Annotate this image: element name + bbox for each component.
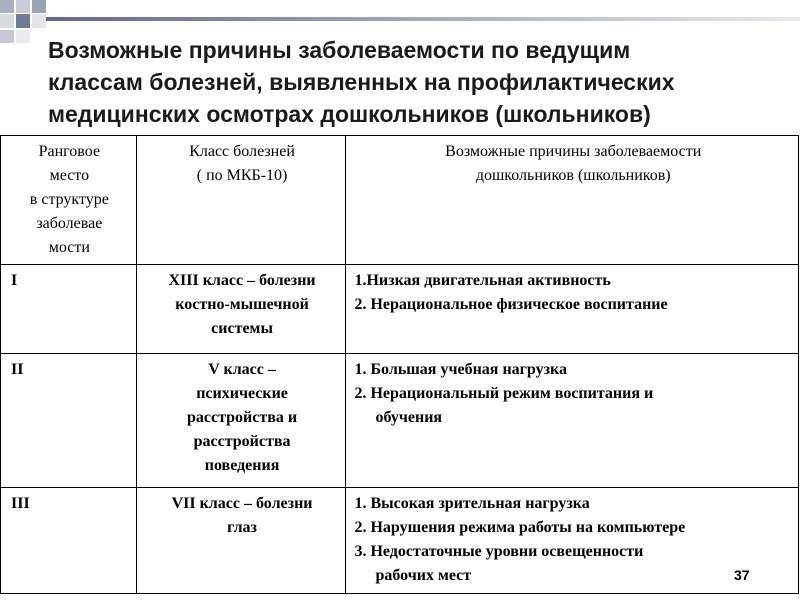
causes-table	[0, 135, 799, 594]
cell-text: глаз	[227, 519, 257, 536]
cell-text: психические	[196, 385, 288, 402]
cell-text: поведения	[204, 457, 280, 474]
header-text: в структуре	[29, 191, 109, 208]
causes-cell	[346, 354, 799, 488]
disease-class-cell	[136, 265, 346, 354]
cell-text: расстройства	[193, 433, 291, 450]
cell-text: системы	[211, 320, 273, 337]
disease-class-cell	[136, 488, 346, 594]
causes-cell	[346, 488, 799, 594]
cause-item: 2. Нерациональный режим воспитания и	[354, 385, 654, 402]
rank-cell: III	[1, 488, 137, 594]
page-number: 37	[734, 567, 750, 583]
decor-square	[32, 14, 46, 28]
header-text: Ранговое	[38, 143, 101, 160]
slide-title	[48, 34, 788, 130]
causes-cell	[346, 265, 799, 354]
decor-square	[0, 0, 14, 13]
cell-text: V класс –	[208, 361, 276, 378]
title-line: Возможные причины заболеваемости по ведущим	[48, 37, 631, 63]
top-gradient-bar	[46, 17, 800, 21]
cause-item: обучения	[375, 409, 443, 426]
header-text: дошкольников (школьников)	[475, 167, 671, 184]
cause-item: 2. Нерациональное физическое воспитание	[354, 296, 668, 313]
disease-class-cell	[136, 354, 346, 488]
decor-square	[0, 14, 14, 28]
cell-text: VII класс – болезни	[171, 495, 313, 512]
cause-item: 1. Большая учебная нагрузка	[354, 361, 568, 378]
decor-square	[0, 30, 14, 43]
rank-cell: II	[1, 354, 137, 488]
rank-cell: I	[1, 265, 137, 354]
header-disease-class	[136, 136, 346, 265]
cell-text: расстройства и	[187, 409, 298, 426]
table-row	[1, 488, 799, 594]
cell-text: костно-мышечной	[175, 296, 309, 313]
header-rank	[1, 136, 137, 265]
decor-square	[16, 0, 30, 13]
table-row	[1, 354, 799, 488]
cause-item: 1. Высокая зрительная нагрузка	[354, 495, 590, 512]
cell-text: XIII класс – болезни	[168, 272, 316, 289]
cause-item: 2. Нарушения режима работы на компьютере	[354, 519, 686, 536]
table-header-row	[1, 136, 799, 265]
header-text: Возможные причины заболеваемости	[445, 143, 702, 160]
header-text: мости	[48, 239, 90, 256]
header-text: Класс болезней	[189, 143, 295, 160]
cause-item: 1.Низкая двигательная активность	[354, 272, 611, 289]
decor-square	[16, 30, 30, 43]
header-text: ( по МКБ-10)	[196, 167, 288, 184]
table-row	[1, 265, 799, 354]
header-text: место	[49, 167, 90, 184]
decor-square	[16, 14, 30, 28]
header-causes	[346, 136, 799, 265]
title-line: классам болезней, выявленных на профилактических	[48, 69, 675, 95]
title-line: медицинских осмотрах дошкольников (школьников)	[48, 101, 651, 127]
cause-item: 3. Недостаточные уровни освещенности	[354, 543, 644, 560]
header-text: заболевае	[36, 215, 103, 232]
decor-square	[32, 0, 46, 13]
cause-item: рабочих мест	[375, 567, 472, 584]
